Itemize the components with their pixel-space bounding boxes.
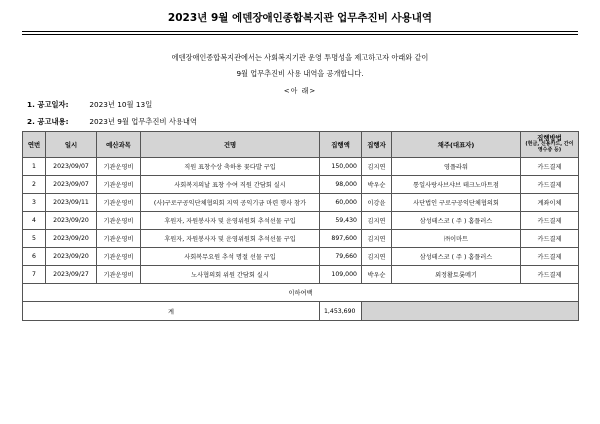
cell-executor: 박우순 — [362, 266, 392, 284]
title-divider — [22, 34, 578, 35]
cell-method: 카드결제 — [521, 248, 579, 266]
cell-budget: 기관운영비 — [97, 230, 141, 248]
cell-purpose: (사)구로구공익단체협의회 지역 공익기금 마련 행사 참가 — [141, 194, 320, 212]
cell-purpose: 노사협의회 위원 간담회 실시 — [141, 266, 320, 284]
cell-method: 카드결제 — [521, 230, 579, 248]
cell-executor: 박우순 — [362, 176, 392, 194]
cell-no: 3 — [23, 194, 46, 212]
header-amount: 집행액 — [320, 132, 362, 158]
cell-no: 4 — [23, 212, 46, 230]
cell-method: 카드결제 — [521, 176, 579, 194]
cell-date: 2023/09/11 — [46, 194, 97, 212]
notice-date-value: 2023년 10월 13일 — [89, 100, 153, 109]
cell-vendor: 통일사랑사브샤브 테크노마트점 — [392, 176, 521, 194]
cell-executor: 김지연 — [362, 230, 392, 248]
header-method-sub: (현금, 신용카드, 간이영수증 등) — [525, 141, 574, 154]
cell-vendor: 외정활토롯메기 — [392, 266, 521, 284]
cell-vendor: ㈜이마트 — [392, 230, 521, 248]
cell-vendor: 삼성테스코 ( 주 ) 홈플러스 — [392, 212, 521, 230]
cell-date: 2023/09/07 — [46, 176, 97, 194]
cell-no: 6 — [23, 248, 46, 266]
cell-executor: 김지연 — [362, 158, 392, 176]
cell-method: 계좌이체 — [521, 194, 579, 212]
header-purpose: 건명 — [141, 132, 320, 158]
notice-date — [27, 100, 152, 110]
cell-budget: 기관운영비 — [97, 158, 141, 176]
document-title: 2023년 9월 에덴장애인종합복지관 업무추진비 사용내역 — [22, 4, 578, 32]
intro-line-2: 9월 업무추진비 사용 내역을 공개합니다. — [236, 69, 364, 78]
table-row — [23, 248, 579, 266]
cell-budget: 기관운영비 — [97, 248, 141, 266]
table-row — [23, 158, 579, 176]
cell-method: 카드결제 — [521, 212, 579, 230]
cell-no: 7 — [23, 266, 46, 284]
notice-content — [27, 117, 197, 127]
cell-budget: 기관운영비 — [97, 212, 141, 230]
cell-purpose: 후원자, 자원봉사자 및 운영위원회 추석선물 구입 — [141, 212, 320, 230]
cell-method: 카드결제 — [521, 158, 579, 176]
cell-amount: 150,000 — [320, 158, 362, 176]
table-row — [23, 212, 579, 230]
expense-table — [22, 131, 579, 321]
cell-executor: 김지연 — [362, 212, 392, 230]
cell-purpose: 사회복지의날 표창 수여 직원 간담회 실시 — [141, 176, 320, 194]
cell-vendor: 영플라워 — [392, 158, 521, 176]
header-no: 연번 — [23, 132, 46, 158]
notice-content-label: 2. 공고내용: — [27, 117, 69, 126]
table-row — [23, 230, 579, 248]
cell-amount: 109,000 — [320, 266, 362, 284]
cell-budget: 기관운영비 — [97, 176, 141, 194]
header-method — [521, 132, 579, 158]
total-label: 계 — [23, 302, 320, 321]
cell-amount: 59,430 — [320, 212, 362, 230]
intro-line-1: 에덴장애인종합복지관에서는 사회복지기관 운영 투명성을 제고하고자 아래와 같이 — [171, 53, 429, 62]
cell-purpose: 사회복무요원 추석 명절 선물 구입 — [141, 248, 320, 266]
cell-no: 2 — [23, 176, 46, 194]
total-amount: 1,453,690 — [320, 302, 362, 321]
cell-budget: 기관운영비 — [97, 266, 141, 284]
cell-purpose: 후원자, 자원봉사자 및 운영위원회 추석선물 구입 — [141, 230, 320, 248]
cell-no: 5 — [23, 230, 46, 248]
notice-content-value: 2023년 9월 업무추진비 사용내역 — [89, 117, 198, 126]
header-budget: 예산과목 — [97, 132, 141, 158]
table-header-row — [23, 132, 579, 158]
cell-amount: 897,600 — [320, 230, 362, 248]
table-row — [23, 266, 579, 284]
notice-date-label: 1. 공고일자: — [27, 100, 69, 109]
cell-executor: 이강윤 — [362, 194, 392, 212]
end-of-list-row — [23, 284, 579, 302]
cell-date: 2023/09/20 — [46, 248, 97, 266]
cell-date: 2023/09/07 — [46, 158, 97, 176]
table-row — [23, 176, 579, 194]
cell-vendor: 사단법인 구로구공익단체협의회 — [392, 194, 521, 212]
cell-amount: 60,000 — [320, 194, 362, 212]
header-executor: 집행자 — [362, 132, 392, 158]
cell-purpose: 직원 표창수상 축하용 꽃다발 구입 — [141, 158, 320, 176]
total-row — [23, 302, 579, 321]
cell-date: 2023/09/20 — [46, 212, 97, 230]
cell-budget: 기관운영비 — [97, 194, 141, 212]
header-vendor: 채주(대표자) — [392, 132, 521, 158]
cell-no: 1 — [23, 158, 46, 176]
total-blank — [362, 302, 579, 321]
cell-executor: 김지연 — [362, 248, 392, 266]
cell-vendor: 삼성테스코 ( 주 ) 홈플러스 — [392, 248, 521, 266]
cell-method: 카드결제 — [521, 266, 579, 284]
header-method-label: 집행방법 — [537, 134, 562, 143]
cell-date: 2023/09/20 — [46, 230, 97, 248]
cell-date: 2023/09/27 — [46, 266, 97, 284]
end-of-list-text: 이하여백 — [23, 284, 579, 302]
cell-amount: 79,660 — [320, 248, 362, 266]
section-marker: <아 래> — [283, 87, 317, 95]
cell-amount: 98,000 — [320, 176, 362, 194]
header-date: 일시 — [46, 132, 97, 158]
table-row — [23, 194, 579, 212]
